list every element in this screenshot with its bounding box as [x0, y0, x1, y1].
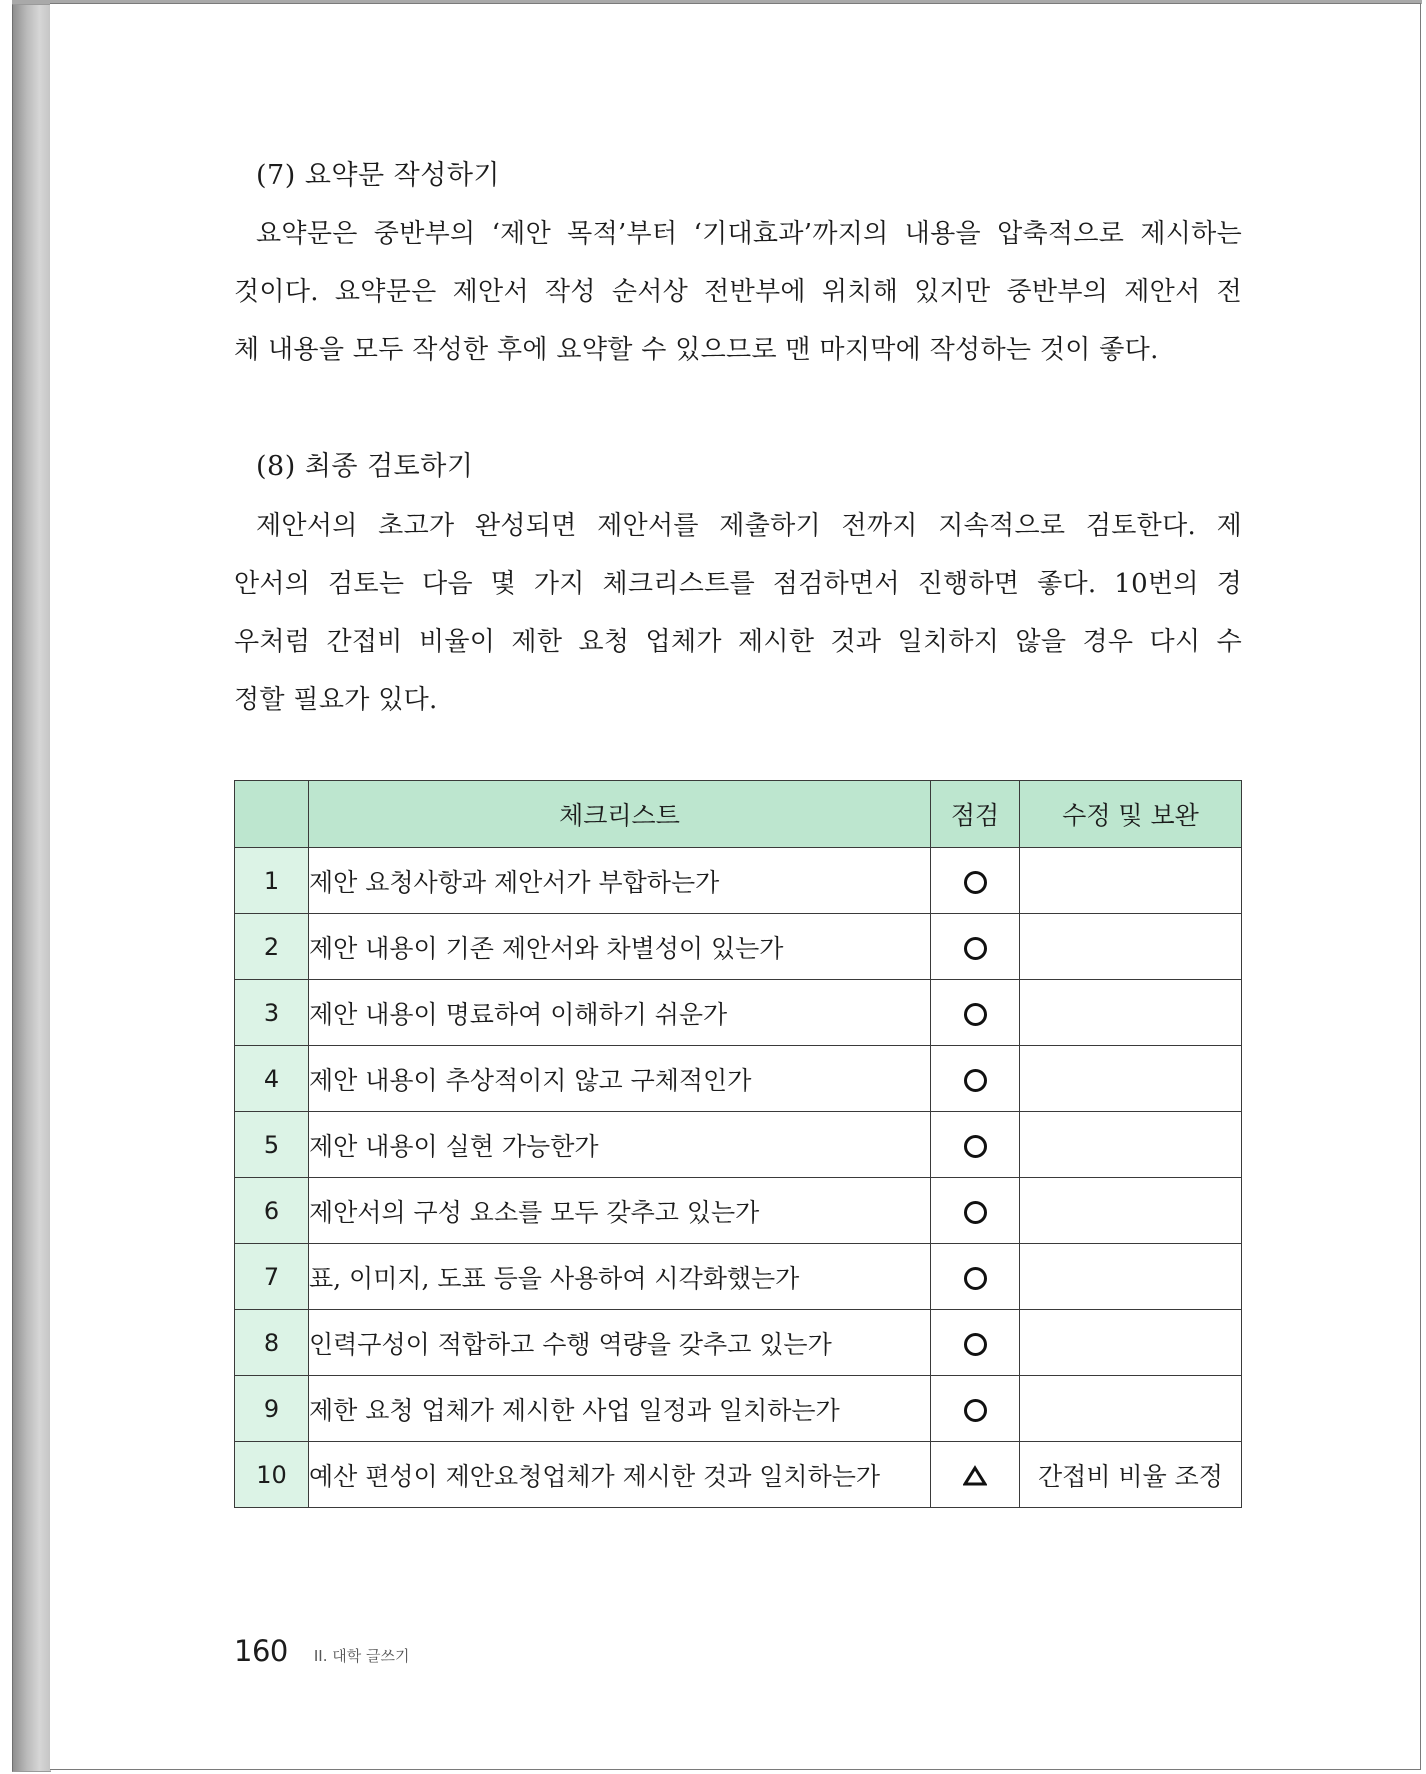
circle-mark-icon — [964, 1069, 987, 1092]
revision-note — [1020, 914, 1242, 980]
paragraph-line: 것이다. 요약문은 제안서 작성 순서상 전반부에 위치해 있지만 중반부의 제안서 전 — [234, 277, 1242, 307]
table-row — [235, 1112, 1242, 1178]
row-number: 2 — [235, 914, 309, 980]
revision-note — [1020, 1376, 1242, 1442]
revision-note — [1020, 1310, 1242, 1376]
table-row — [235, 1244, 1242, 1310]
revision-note — [1020, 848, 1242, 914]
circle-mark-icon — [964, 1003, 987, 1026]
check-cell — [931, 914, 1020, 980]
table-row — [235, 1376, 1242, 1442]
row-number: 1 — [235, 848, 309, 914]
checklist-item: 제안 내용이 명료하여 이해하기 쉬운가 — [309, 980, 931, 1046]
table-row — [235, 1310, 1242, 1376]
table-row — [235, 1442, 1242, 1508]
section-8-title: (8) 최종 검토하기 — [256, 451, 474, 482]
checklist-item: 인력구성이 적합하고 수행 역량을 갖추고 있는가 — [309, 1310, 931, 1376]
checklist-item: 제안 내용이 추상적이지 않고 구체적인가 — [309, 1046, 931, 1112]
checklist-item: 표, 이미지, 도표 등을 사용하여 시각화했는가 — [309, 1244, 931, 1310]
header-checklist: 체크리스트 — [309, 781, 931, 848]
header-num — [235, 781, 309, 848]
row-number: 6 — [235, 1178, 309, 1244]
checklist-item: 제안 내용이 실현 가능한가 — [309, 1112, 931, 1178]
table-header-row — [235, 781, 1242, 848]
paragraph-line: 체 내용을 모두 작성한 후에 요약할 수 있으므로 맨 마지막에 작성하는 것이 좋다. — [234, 335, 1159, 365]
page-number: 160 — [234, 1634, 288, 1668]
check-cell — [931, 1178, 1020, 1244]
chapter-label: II. 대학 글쓰기 — [313, 1647, 410, 1665]
check-cell — [931, 1310, 1020, 1376]
checklist-item: 예산 편성이 제안요청업체가 제시한 것과 일치하는가 — [309, 1442, 931, 1508]
circle-mark-icon — [964, 871, 987, 894]
circle-mark-icon — [964, 1201, 987, 1224]
checklist-table — [234, 780, 1242, 1508]
row-number: 7 — [235, 1244, 309, 1310]
row-number: 5 — [235, 1112, 309, 1178]
check-cell — [931, 1046, 1020, 1112]
circle-mark-icon — [964, 1399, 987, 1422]
row-number: 4 — [235, 1046, 309, 1112]
circle-mark-icon — [964, 937, 987, 960]
row-number: 9 — [235, 1376, 309, 1442]
section-8-paragraph — [234, 497, 1242, 729]
row-number: 3 — [235, 980, 309, 1046]
row-number: 8 — [235, 1310, 309, 1376]
revision-note — [1020, 1178, 1242, 1244]
check-cell — [931, 980, 1020, 1046]
check-cell — [931, 1244, 1020, 1310]
checklist-item: 제안 내용이 기존 제안서와 차별성이 있는가 — [309, 914, 931, 980]
checklist-item: 제안서의 구성 요소를 모두 갖추고 있는가 — [309, 1178, 931, 1244]
section-7-paragraph — [234, 205, 1242, 379]
paragraph-line: 요약문은 중반부의 ‘제안 목적’부터 ‘기대효과’까지의 내용을 압축적으로 제시하는 — [256, 219, 1242, 249]
header-revision: 수정 및 보완 — [1020, 781, 1242, 848]
circle-mark-icon — [964, 1267, 987, 1290]
page-footer — [234, 1634, 409, 1668]
paragraph-line: 정할 필요가 있다. — [234, 685, 438, 715]
paragraph-line: 우처럼 간접비 비율이 제한 요청 업체가 제시한 것과 일치하지 않을 경우 다시 수 — [234, 627, 1242, 657]
triangle-mark-icon — [963, 1465, 987, 1487]
checklist-item: 제한 요청 업체가 제시한 사업 일정과 일치하는가 — [309, 1376, 931, 1442]
row-number: 10 — [235, 1442, 309, 1508]
check-cell — [931, 1112, 1020, 1178]
table-row — [235, 980, 1242, 1046]
table-row — [235, 848, 1242, 914]
check-cell — [931, 848, 1020, 914]
book-spine-edge — [12, 4, 51, 1772]
check-cell — [931, 1442, 1020, 1508]
table-row — [235, 1178, 1242, 1244]
paragraph-line: 안서의 검토는 다음 몇 가지 체크리스트를 점검하면서 진행하면 좋다. 10번의 경 — [234, 569, 1242, 599]
checklist-item: 제안 요청사항과 제안서가 부합하는가 — [309, 848, 931, 914]
header-check: 점검 — [931, 781, 1020, 848]
paragraph-line: 제안서의 초고가 완성되면 제안서를 제출하기 전까지 지속적으로 검토한다. 제 — [256, 511, 1242, 541]
revision-note — [1020, 980, 1242, 1046]
revision-note — [1020, 1244, 1242, 1310]
revision-note — [1020, 1046, 1242, 1112]
circle-mark-icon — [964, 1135, 987, 1158]
table-row — [235, 914, 1242, 980]
revision-note: 간접비 비율 조정 — [1020, 1442, 1242, 1508]
circle-mark-icon — [964, 1333, 987, 1356]
check-cell — [931, 1376, 1020, 1442]
table-row — [235, 1046, 1242, 1112]
revision-note — [1020, 1112, 1242, 1178]
section-7-title: (7) 요약문 작성하기 — [256, 160, 500, 191]
